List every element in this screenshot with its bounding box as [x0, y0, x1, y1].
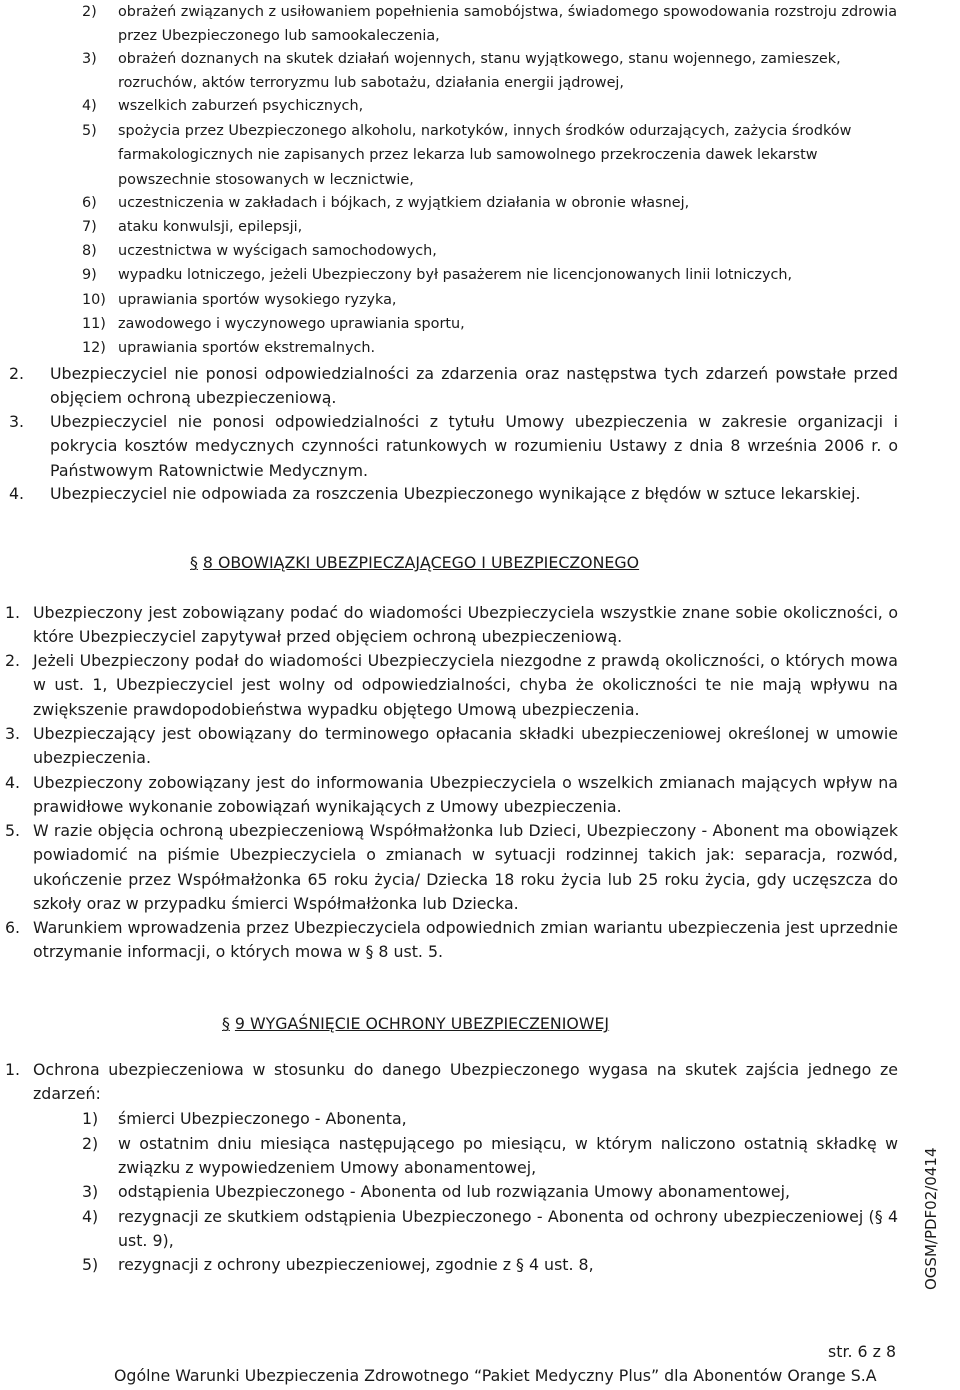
section-title: 9 WYGAŚNIĘCIE OCHRONY UBEZPIECZENIOWEJ	[234, 1014, 610, 1033]
list-item	[82, 336, 900, 360]
paragraph-number: 2.	[9, 364, 25, 383]
paragraph-number: 3.	[9, 412, 25, 431]
paragraph-text: Ochrona ubezpieczeniowa w stosunku do danego Ubezpieczonego wygasa na skutek zajścia jednego ze zdarzeń:	[33, 1060, 898, 1104]
list-item	[0, 1107, 898, 1131]
list-item	[82, 312, 900, 336]
page-number: str. 6 z 8	[828, 1342, 896, 1361]
item-text: uczestnictwa w wyścigach samochodowych,	[118, 243, 437, 259]
item-number: 5)	[82, 123, 97, 139]
list-item	[0, 1132, 898, 1181]
section-heading	[222, 1014, 609, 1033]
document-code: OGSM/PDF02/0414	[922, 1147, 940, 1290]
item-text: zawodowego i wyczynowego uprawiania sportu,	[118, 316, 465, 332]
paragraph-number: 4.	[5, 773, 21, 792]
item-number: 8)	[82, 243, 97, 259]
section-title: 8 OBOWIĄZKI UBEZPIECZAJĄCEGO I UBEZPIECZONEGO	[202, 553, 640, 572]
list-item	[82, 94, 900, 118]
paragraph-text: Ubezpieczony zobowiązany jest do informowania Ubezpieczyciela o wszelkich zmianach mających wpływ na prawidłowe wykonanie zobowiązań wynikających z Umowy ubezpieczenia.	[33, 773, 898, 817]
list-item	[0, 1180, 898, 1204]
numbered-paragraph	[0, 649, 898, 722]
paragraph-text: Ubezpieczyciel nie odpowiada za roszczenia Ubezpieczonego wynikające z błędów w sztuce lekarskiej.	[50, 484, 861, 503]
item-number: 9)	[82, 267, 97, 283]
item-number: 11)	[82, 316, 106, 332]
numbered-paragraph	[0, 722, 898, 771]
numbered-paragraph	[0, 482, 898, 506]
item-number: 1)	[82, 1109, 99, 1128]
paragraph-text: Ubezpieczony jest zobowiązany podać do wiadomości Ubezpieczyciela wszystkie znane sobie okoliczności, o które Ubezpieczyciel zapytywał przed objęciem ochroną ubezpieczeniową.	[33, 603, 898, 647]
paragraph-number: 1.	[5, 1060, 21, 1079]
item-number: 4)	[82, 1207, 99, 1226]
list-item	[82, 263, 900, 287]
paragraph-number: 5.	[5, 821, 21, 840]
item-number: 4)	[82, 98, 97, 114]
item-text: uczestniczenia w zakładach i bójkach, z wyjątkiem działania w obronie własnej,	[118, 195, 690, 211]
list-item	[82, 119, 900, 192]
item-text: odstąpienia Ubezpieczonego - Abonenta od lub rozwiązania Umowy abonamentowej,	[118, 1182, 791, 1201]
numbered-paragraph	[0, 771, 898, 820]
paragraph-text: Ubezpieczyciel nie ponosi odpowiedzialności za zdarzenia oraz następstwa tych zdarzeń powstałe przed objęciem ochroną ubezpieczeniową.	[50, 364, 898, 408]
paragraph-number: 2.	[5, 651, 21, 670]
item-text: uprawiania sportów ekstremalnych.	[118, 340, 376, 356]
item-text: rezygnacji z ochrony ubezpieczeniowej, zgodnie z § 4 ust. 8,	[118, 1255, 594, 1274]
list-item	[0, 1205, 898, 1254]
item-number: 3)	[82, 1182, 99, 1201]
paragraph-number: 3.	[5, 724, 21, 743]
item-number: 2)	[82, 1134, 99, 1153]
section-symbol: §	[222, 1014, 230, 1033]
item-text: rezygnacji ze skutkiem odstąpienia Ubezpieczonego - Abonenta od ochrony ubezpieczeniowej (§ 4 ust. 9),	[118, 1207, 898, 1251]
numbered-paragraph	[0, 362, 898, 411]
list-item	[82, 288, 900, 312]
item-text: w ostatnim dniu miesiąca następującego po miesiącu, w którym naliczono ostatnią składkę w związku z wypowiedzeniem Umowy abonamentowej,	[118, 1134, 898, 1178]
list-item	[82, 239, 900, 263]
item-number: 6)	[82, 195, 97, 211]
numbered-paragraph	[0, 819, 898, 917]
paragraph-text: Jeżeli Ubezpieczony podał do wiadomości Ubezpieczyciela niezgodne z prawdą okoliczności, o których mowa w ust. 1, Ubezpieczyciel jest wolny od odpowiedzialności, chyba że okoliczności te nie mają wpływu na zwiększenie prawdopodobieństwa wypadku objętego Umową ubezpieczenia.	[33, 651, 898, 719]
item-text: obrażeń doznanych na skutek działań wojennych, stanu wyjątkowego, stanu wojennego, zamieszek, rozruchów, aktów terroryzmu lub sabotażu, działania energii jądrowej,	[118, 51, 841, 92]
numbered-paragraph	[0, 410, 898, 483]
paragraph-text: Ubezpieczający jest obowiązany do terminowego opłacania składki ubezpieczeniowej określonej w umowie ubezpieczenia.	[33, 724, 898, 768]
item-number: 3)	[82, 51, 97, 67]
item-number: 12)	[82, 340, 106, 356]
item-number: 10)	[82, 292, 106, 308]
item-text: obrażeń związanych z usiłowaniem popełnienia samobójstwa, świadomego spowodowania rozstroju zdrowia przez Ubezpieczonego lub samookaleczenia,	[118, 4, 898, 45]
item-text: wszelkich zaburzeń psychicznych,	[118, 98, 364, 114]
item-number: 5)	[82, 1255, 99, 1274]
item-text: uprawiania sportów wysokiego ryzyka,	[118, 292, 397, 308]
list-item	[82, 191, 900, 215]
numbered-paragraph	[0, 1058, 898, 1107]
item-text: spożycia przez Ubezpieczonego alkoholu, narkotyków, innych środków odurzających, zażycia środków farmakologicznych nie zapisanych przez lekarza lub samowolnego przekroczenia dawek lekarstw powszechnie stosowanych w lecznictwie,	[118, 123, 852, 188]
numbered-paragraph	[0, 601, 898, 650]
list-item	[82, 0, 900, 49]
item-text: śmierci Ubezpieczonego - Abonenta,	[118, 1109, 407, 1128]
paragraph-text: Ubezpieczyciel nie ponosi odpowiedzialności z tytułu Umowy ubezpieczenia w zakresie organizacji i pokrycia kosztów medycznych czynności ratunkowych w rozumieniu Ustawy z dnia 8 września 2006 r. o Państwowym Ratownictwie Medycznym.	[50, 412, 898, 480]
list-item	[82, 47, 900, 96]
numbered-paragraph	[0, 916, 898, 965]
item-number: 2)	[82, 4, 97, 20]
paragraph-text: W razie objęcia ochroną ubezpieczeniową Współmałżonka lub Dzieci, Ubezpieczony - Abonent ma obowiązek powiadomić na piśmie Ubezpieczyciela o zmianach w sytuacji rodzinnej takich jak: separacja, rozwód, ukończenie przez Współmałżonka 65 roku życia/ Dziecka 18 roku życia lub 25 roku życia, gdy uczęszcza do szkoły oraz w przypadku śmierci Współmałżonka lub Dziecka.	[33, 821, 898, 914]
footer-title: Ogólne Warunki Ubezpieczenia Zdrowotnego “Pakiet Medyczny Plus” dla Abonentów Orange S.A	[114, 1366, 877, 1385]
paragraph-number: 6.	[5, 918, 21, 937]
paragraph-number: 1.	[5, 603, 21, 622]
section-symbol: §	[190, 553, 198, 572]
section-heading	[190, 553, 639, 572]
list-item	[0, 1253, 898, 1277]
item-text: ataku konwulsji, epilepsji,	[118, 219, 303, 235]
list-item	[82, 215, 900, 239]
paragraph-number: 4.	[9, 484, 25, 503]
item-text: wypadku lotniczego, jeżeli Ubezpieczony był pasażerem nie licencjonowanych linii lotniczych,	[118, 267, 793, 283]
paragraph-text: Warunkiem wprowadzenia przez Ubezpieczyciela odpowiednich zmian wariantu ubezpieczenia jest uprzednie otrzymanie informacji, o których mowa w § 8 ust. 5.	[33, 918, 898, 962]
item-number: 7)	[82, 219, 97, 235]
